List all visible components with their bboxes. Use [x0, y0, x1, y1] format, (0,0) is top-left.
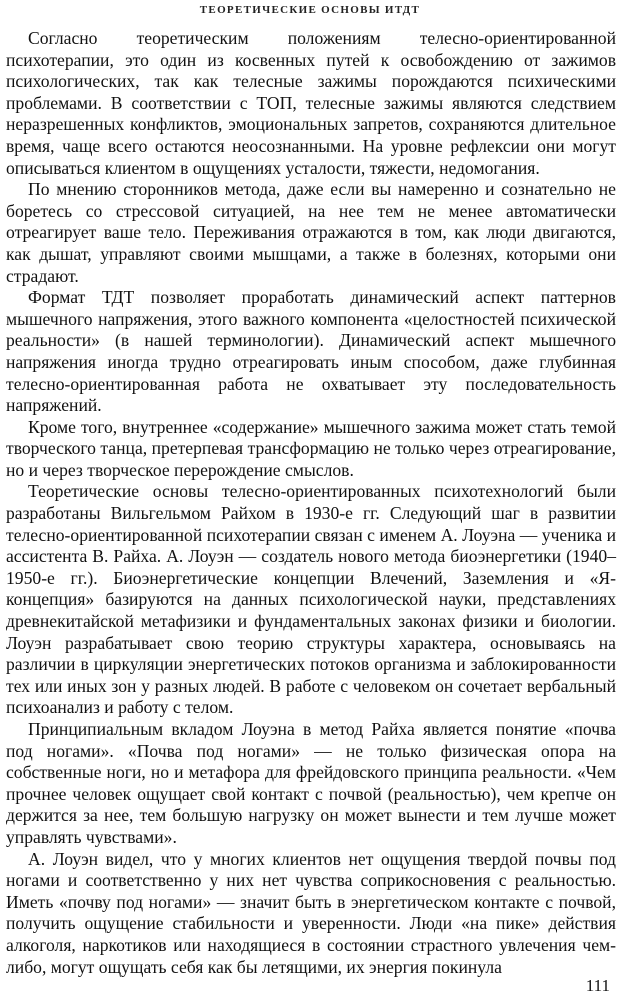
running-head: ТЕОРЕТИЧЕСКИЕ ОСНОВЫ ИТДТ	[199, 4, 421, 16]
paragraph-4: Кроме того, внутреннее «содержание» мышечного зажима может стать темой творческого танца, претерпевая трансформацию не только через отреагирование, но и через творческое перерождение смыслов.	[6, 416, 616, 480]
paragraph-1: Согласно теоретическим положениям телесно-ориентированной психотерапии, это один из косвенных путей к освобождению от зажимов психологических, так как телесные зажимы порождаются психическими проблемами. В соответствии с ТОП, телесные зажимы являются следствием неразрешенных конфликтов, эмоциональных запретов, сохраняются длительное время, чаще всего остаются неосознанными. На уровне рефлексии они могут описываться клиентом в ощущениях усталости, тяжести, недомогания.	[6, 28, 616, 178]
paragraph-2: По мнению сторонников метода, даже если вы намеренно и сознательно не боретесь со стрессовой ситуацией, на нее тем не менее автоматически отреагирует ваше тело. Переживания отражаются в том, как люди двигаются, как дышат, управляют своими мышцами, а также в болезнях, которыми они страдают.	[6, 179, 616, 286]
paragraph-5: Теоретические основы телесно-ориентированных психотехнологий были разработаны Вильгельмом Райхом в 1930-е гг. Следующий шаг в развитии телесно-ориентированной психотерапии связан с именем А. Лоуэна — ученика и ассистента В. Райха. А. Лоуэн — создатель нового метода биоэнергетики (1940–1950-е гг.). Биоэнергетические концепции Влечений, Заземления и «Я-концепция» базируются на данных психологической науки, представлениях древнекитайской метафизики и фундаментальных законах физики и биологии. Лоуэн разрабатывает свою теорию структуры характера, основываясь на различии в циркуляции энергетических потоков организма и заблокированности тех или иных зон у разных людей. В работе с человеком он сочетает вербальный психоанализ и работу с телом.	[6, 481, 616, 718]
paragraph-3: Формат ТДТ позволяет проработать динамический аспект паттернов мышечного напряжения, этого важного компонента «целостностей психической реальности» (в нашей терминологии). Динамический аспект мышечного напряжения иногда трудно отреагировать иным способом, даже глубинная телесно-ориентированная работа не охватывает эту последовательность напряжений.	[6, 287, 616, 416]
body-text	[6, 28, 616, 978]
page-number: 111	[585, 976, 610, 995]
paragraph-6: Принципиальным вкладом Лоуэна в метод Райха является понятие «почва под ногами». «Почва под ногами» — не только физическая опора на собственные ноги, но и метафора для фрейдовского принципа реальности. «Чем прочнее человек ощущает свой контакт с почвой (реальностью), чем крепче он держится за нее, тем большую нагрузку он может вынести и тем лучше может управлять чувствами».	[6, 719, 616, 847]
paragraph-7: А. Лоуэн видел, что у многих клиентов нет ощущения твердой почвы под ногами и соответственно у них нет чувства соприкосновения с реальностью. Иметь «почву под ногами» — значит быть в энергетическом контакте с почвой, получить ощущение стабильности и уверенности. Люди «на пике» действия алкоголя, наркотиков или находящиеся в состоянии страстного увлечения чем-либо, могут ощущать себя как бы летящими, их энергия покинула	[6, 848, 616, 977]
